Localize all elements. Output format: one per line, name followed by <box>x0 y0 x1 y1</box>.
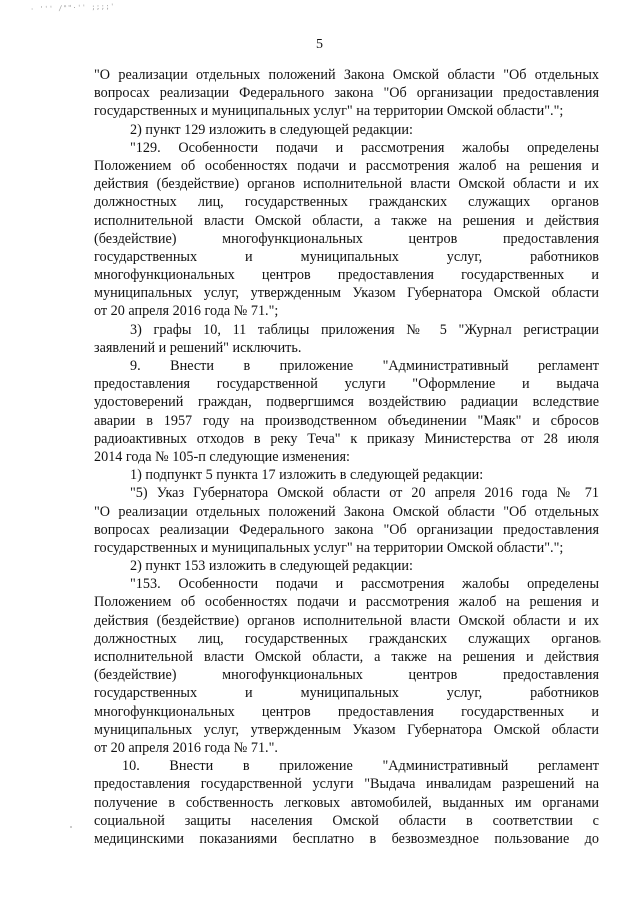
text-line: должностных лиц, государственных гражданских служащих органов <box>94 194 599 211</box>
text-line: от 20 апреля 2016 года № 71."; <box>94 303 279 320</box>
text-line: муниципальных услуг, утвержденным Указом Губернатора Омской области <box>94 285 599 302</box>
text-line: действия (бездействие) органов исполнительной власти Омской области и их <box>94 176 599 193</box>
text-line: медицинскими показаниями бесплатно в безвозмездное пользование до <box>94 830 599 847</box>
text-line: вопросах реализации Федерального закона "Об организации предоставления <box>94 85 599 102</box>
text-line: аварии в 1957 году на производственном объединении "Маяк" и сбросов <box>94 412 599 429</box>
text-line: (бездействие) многофункциональных центров предоставления <box>94 667 599 684</box>
text-line: "129. Особенности подачи и рассмотрения жалобы определены <box>130 139 599 156</box>
text-line: получение в собственность легковых автомобилей, выданных им органами <box>94 794 599 811</box>
text-line: 2014 года № 105-п следующие изменения: <box>94 448 350 465</box>
text-line: удостоверений граждан, подвергшимся воздействию радиации вследствие <box>94 394 599 411</box>
text-line: социальной защиты населения Омской области в соответствии с <box>94 812 599 829</box>
text-line: 2) пункт 129 изложить в следующей редакции: <box>130 121 413 138</box>
text-line: многофункциональных центров предоставления государственных и <box>94 267 599 284</box>
text-line: (бездействие) многофункциональных центров предоставления <box>94 230 599 247</box>
text-line: должностных лиц, государственных гражданских служащих органов <box>94 630 599 647</box>
text-line: "О реализации отдельных положений Закона Омской области "Об отдельных <box>94 503 599 520</box>
text-line: государственных и муниципальных услуг" на территории Омской области"."; <box>94 539 564 556</box>
text-line: Положением об особенностях подачи и рассмотрения жалоб на решения и <box>94 157 599 174</box>
page-number: 5 <box>316 37 323 52</box>
text-line: Положением об особенностях подачи и рассмотрения жалоб на решения и <box>94 594 599 611</box>
text-line: 10. Внести в приложение "Административный регламент <box>122 758 599 775</box>
scan-speck <box>70 826 72 828</box>
text-line: исполнительной власти Омской области, а также на решения и действия <box>94 212 599 229</box>
text-line: действия (бездействие) органов исполнительной власти Омской области и их <box>94 612 599 629</box>
text-line: от 20 апреля 2016 года № 71.". <box>94 739 278 756</box>
text-line: 2) пункт 153 изложить в следующей редакции: <box>130 558 413 575</box>
text-line: 1) подпункт 5 пункта 17 изложить в следующей редакции: <box>130 467 484 484</box>
text-line: предоставления государственной услуги "Выдача инвалидам разрешений на <box>94 776 599 793</box>
text-line: государственных и муниципальных услуг, работников <box>94 248 599 265</box>
text-line: многофункциональных центров предоставления государственных и <box>94 703 599 720</box>
text-line: 3) графы 10, 11 таблицы приложения № 5 "Журнал регистрации <box>130 321 599 338</box>
corner-stamp: · ''' /""·'' ;;;;' <box>29 2 115 14</box>
text-line: исполнительной власти Омской области, а также на решения и действия <box>94 649 599 665</box>
text-line: "О реализации отдельных положений Закона Омской области "Об отдельных <box>94 67 599 83</box>
text-line: предоставления государственной услуги "Оформление и выдача <box>94 376 599 393</box>
text-line: заявлений и решений" исключить. <box>94 339 302 356</box>
text-line: "5) Указ Губернатора Омской области от 20 апреля 2016 года № 71 <box>130 485 599 502</box>
text-line: радиоактивных отходов в реку Теча" к приказу Министерства от 28 июля <box>94 430 599 447</box>
text-line: "153. Особенности подачи и рассмотрения жалобы определены <box>130 576 599 593</box>
text-line: государственных и муниципальных услуг" на территории Омской области"."; <box>94 103 564 120</box>
text-line: 9. Внести в приложение "Административный регламент <box>130 358 599 374</box>
text-line: государственных и муниципальных услуг, работников <box>94 685 599 702</box>
text-line: муниципальных услуг, утвержденным Указом Губернатора Омской области <box>94 721 599 738</box>
text-line: вопросах реализации Федерального закона "Об организации предоставления <box>94 521 599 538</box>
document-body <box>94 66 599 848</box>
